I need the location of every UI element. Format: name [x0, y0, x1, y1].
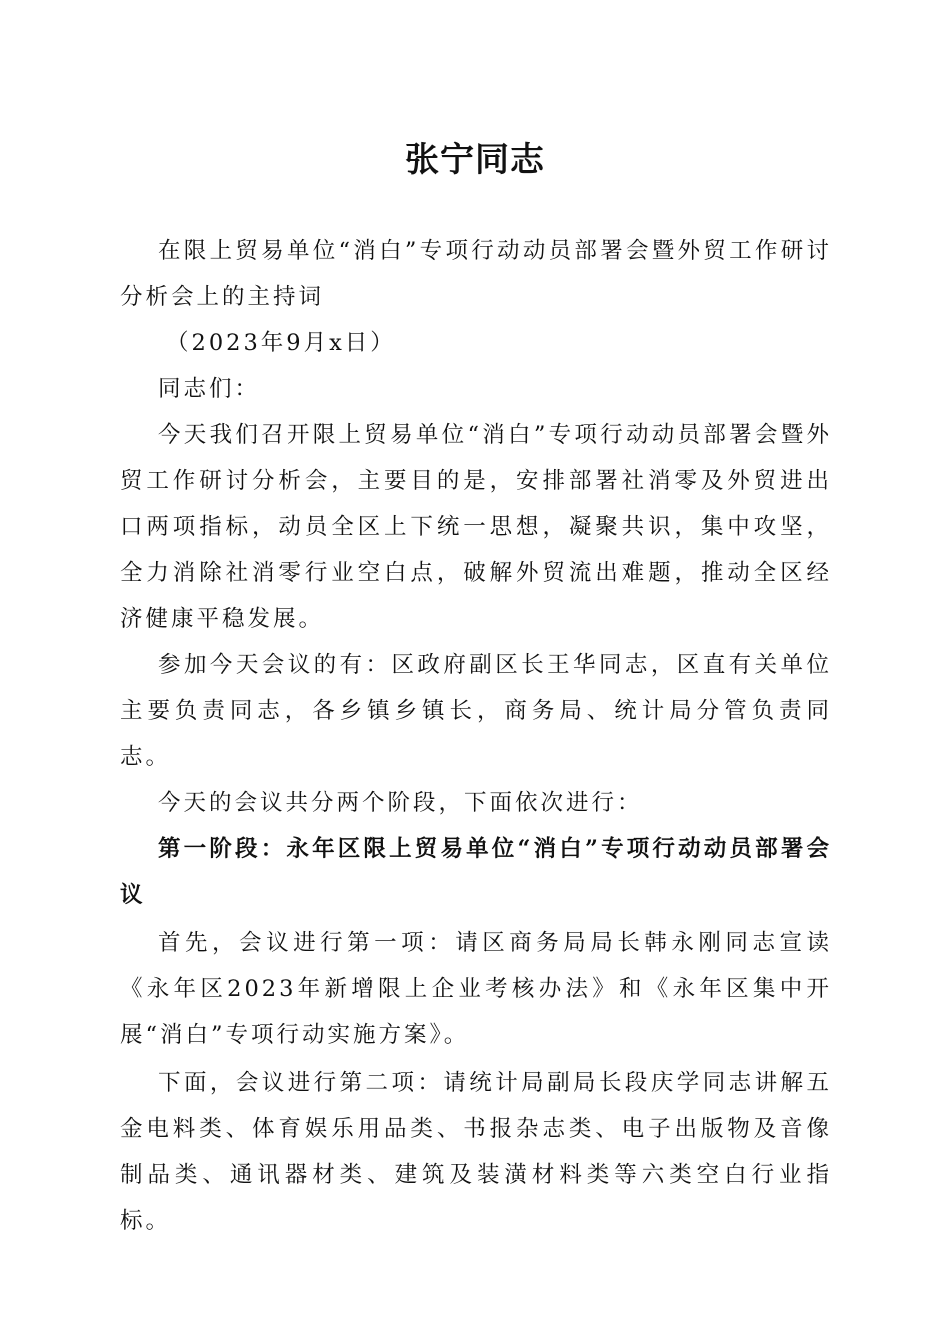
paragraph-item-one: 首先，会议进行第一项：请区商务局局长韩永刚同志宣读《永年区2023年新增限上企业考核办法》和《永年区集中开展“消白”专项行动实施方案》。 — [120, 930, 832, 1048]
document-body — [120, 228, 832, 1244]
speech-date: （2023年9月x日） — [166, 330, 396, 356]
section-heading-stage-one: 第一阶段：永年区限上贸易单位“消白”专项行动动员部署会议 — [120, 836, 832, 908]
paragraph-purpose: 今天我们召开限上贸易单位“消白”专项行动动员部署会暨外贸工作研讨分析会，主要目的是，安排部署社消零及外贸进出口两项指标，动员全区上下统一思想，凝聚共识，集中攻坚，全力消除社消零行业空白点，破解外贸流出难题，推动全区经济健康平稳发展。 — [120, 422, 832, 632]
salutation: 同志们： — [158, 376, 261, 402]
paragraph-item-two: 下面，会议进行第二项：请统计局副局长段庆学同志讲解五金电料类、体育娱乐用品类、书报杂志类、电子出版物及音像制品类、通讯器材类、建筑及装潢材料类等六类空白行业指标。 — [120, 1070, 832, 1234]
document-title: 张宁同志 — [405, 140, 545, 180]
speech-heading: 在限上贸易单位“消白”专项行动动员部署会暨外贸工作研讨分析会上的主持词 — [120, 238, 832, 310]
paragraph-agenda: 今天的会议共分两个阶段，下面依次进行： — [158, 790, 643, 816]
paragraph-attendees: 参加今天会议的有：区政府副区长王华同志，区直有关单位主要负责同志，各乡镇乡镇长，商务局、统计局分管负责同志。 — [120, 652, 832, 770]
